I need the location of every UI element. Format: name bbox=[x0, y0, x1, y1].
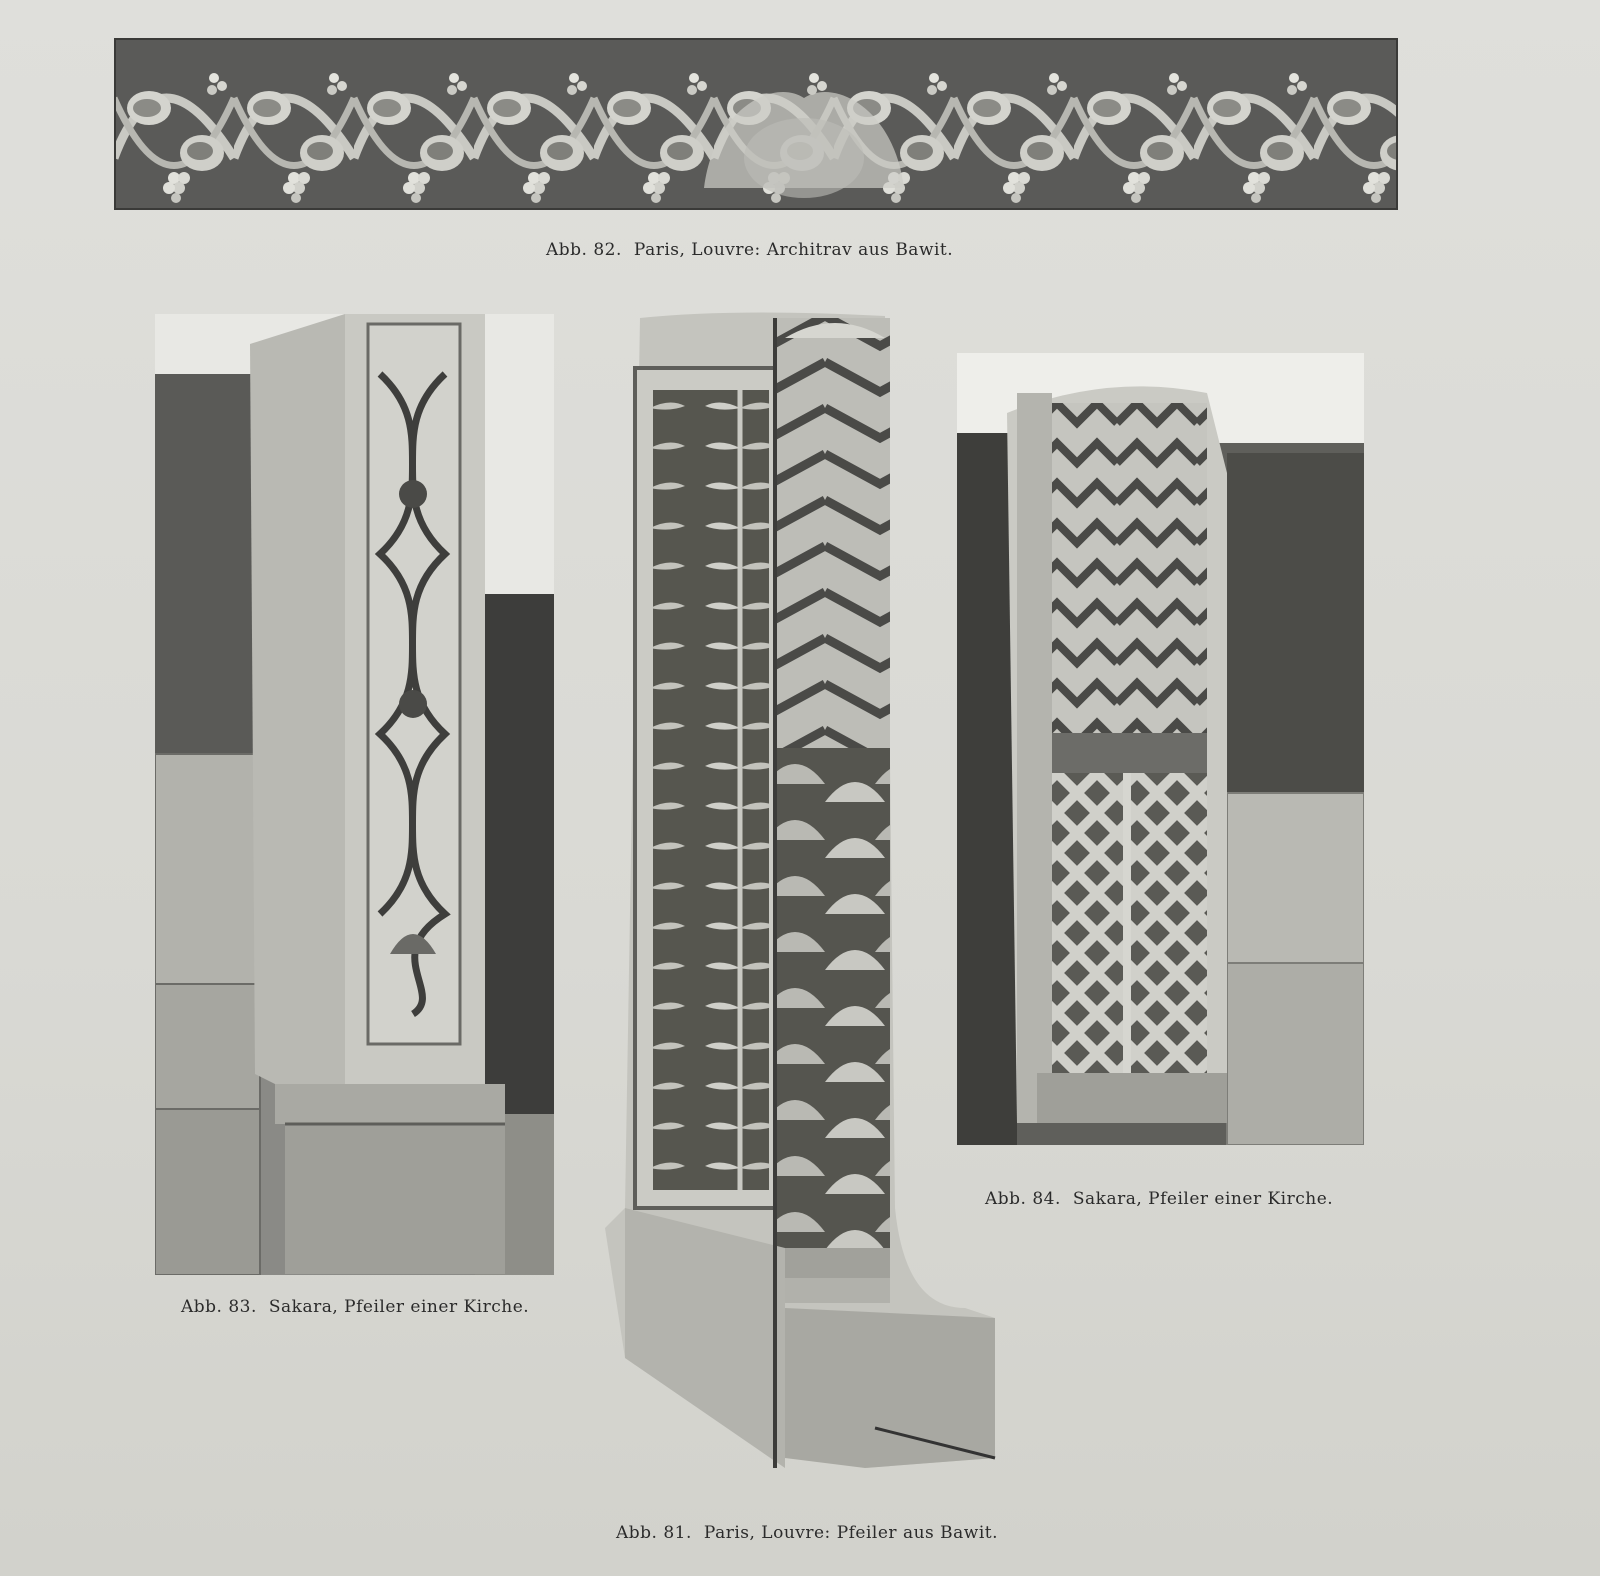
figure-82-photo bbox=[114, 38, 1398, 210]
figure-84-photo bbox=[957, 353, 1364, 1145]
figure-84-number: Abb. 84. bbox=[985, 1189, 1061, 1209]
figure-82-text: Paris, Louvre: Architrav aus Bawit. bbox=[633, 240, 954, 260]
figure-84-caption bbox=[985, 1189, 1333, 1209]
figure-83-photo bbox=[155, 314, 554, 1275]
figure-84-text: Sakara, Pfeiler einer Kirche. bbox=[1072, 1189, 1334, 1209]
figure-83-caption bbox=[181, 1297, 529, 1317]
figure-82-number: Abb. 82. bbox=[546, 240, 622, 260]
figure-82-caption bbox=[546, 240, 953, 260]
figure-83-text: Sakara, Pfeiler einer Kirche. bbox=[268, 1297, 530, 1317]
figure-81-text: Paris, Louvre: Pfeiler aus Bawit. bbox=[703, 1523, 999, 1543]
figure-81-number: Abb. 81. bbox=[616, 1523, 692, 1543]
figure-83-number: Abb. 83. bbox=[181, 1297, 257, 1317]
figure-81-caption bbox=[616, 1523, 998, 1543]
figure-81-photo bbox=[605, 308, 1015, 1473]
